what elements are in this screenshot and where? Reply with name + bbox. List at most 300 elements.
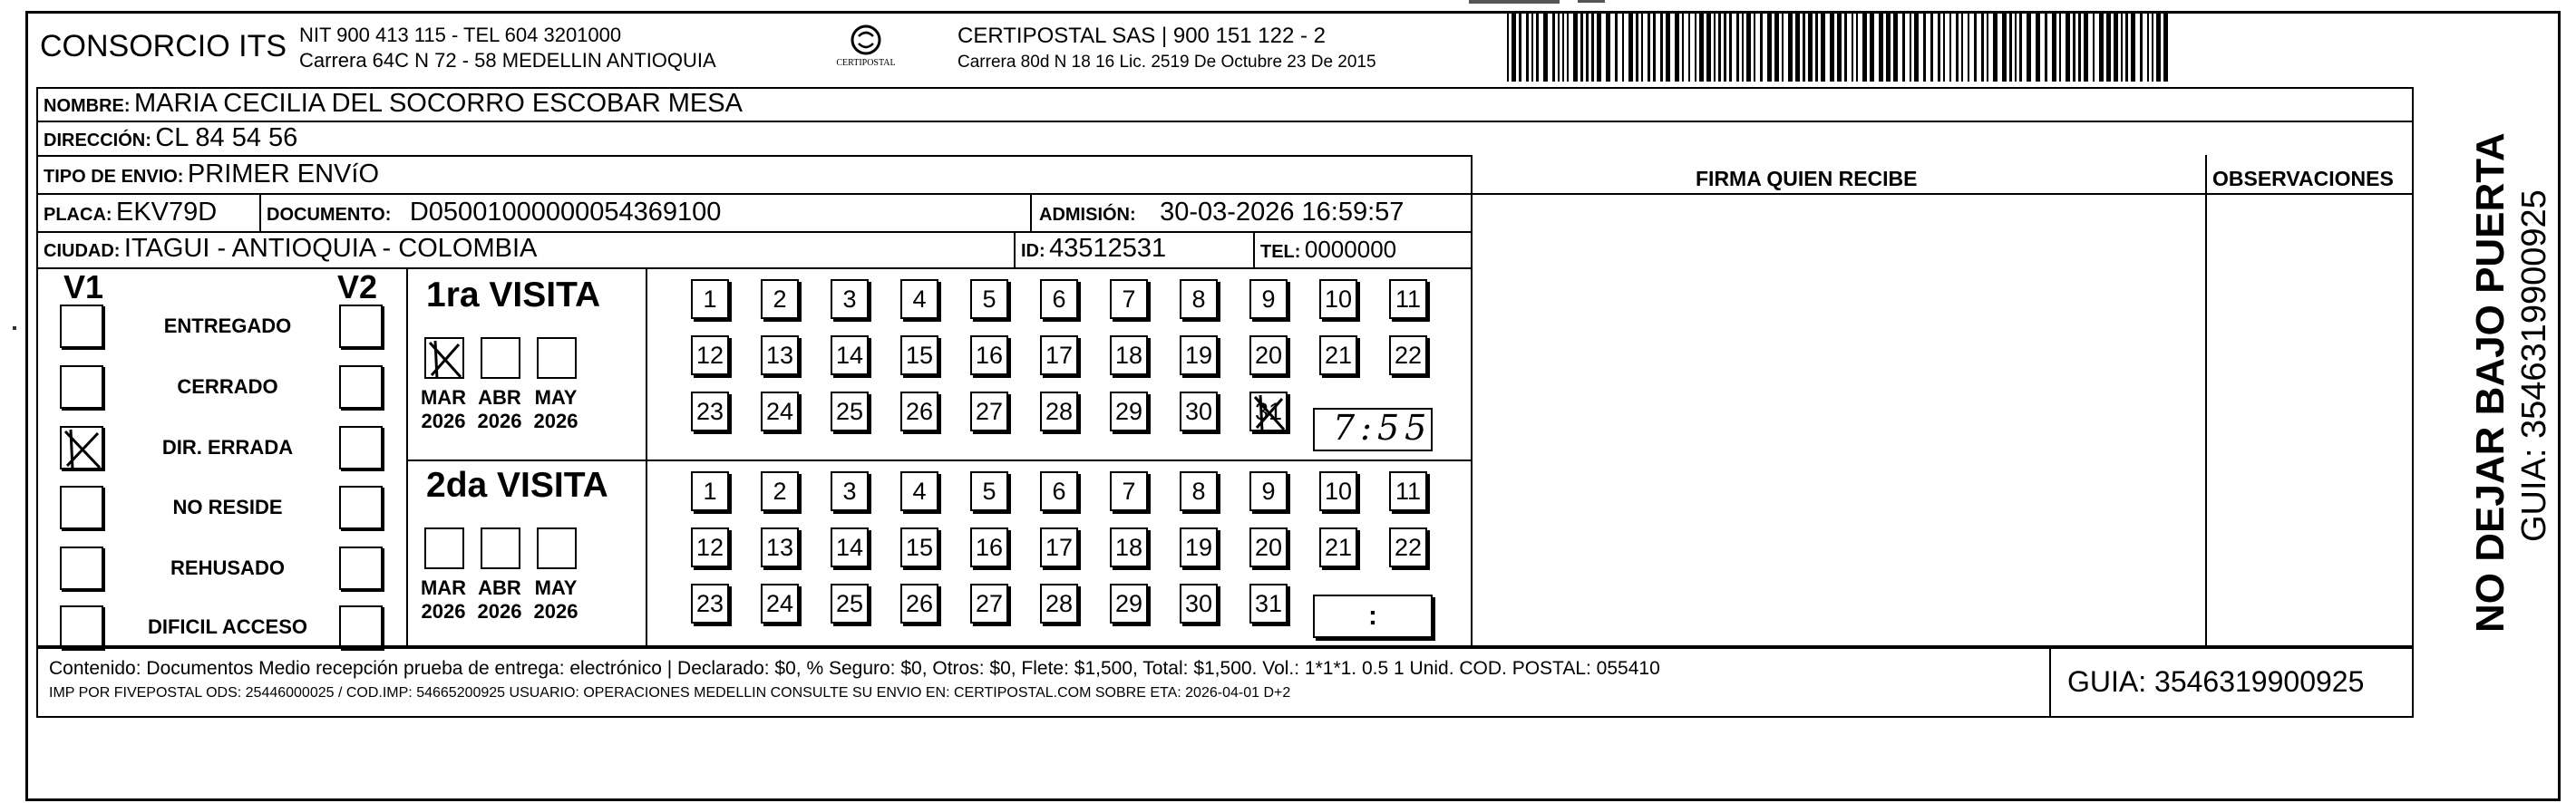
barcode-bar: [1910, 13, 1911, 82]
day-number: 22: [1394, 533, 1423, 561]
documento-label: DOCUMENTO:: [267, 205, 392, 225]
second-visit-day-box[interactable]: [761, 584, 799, 624]
barcode-bar: [1586, 13, 1589, 82]
second-visit-day-box[interactable]: [1180, 527, 1218, 567]
status-label: DIR. ERRADA: [161, 436, 294, 459]
first-visit-day-box[interactable]: [691, 335, 729, 375]
barcode-bar: [2059, 13, 2061, 82]
status-label: DIFICIL ACCESO: [147, 615, 307, 638]
month-year: 2026: [477, 410, 522, 432]
barcode-bar: [1742, 13, 1744, 82]
second-visit-day-box[interactable]: [900, 584, 938, 624]
day-number: 28: [1045, 397, 1074, 425]
second-visit-day-box[interactable]: [1389, 527, 1427, 567]
barcode-bar: [2066, 13, 2070, 82]
first-visit-day-box[interactable]: [900, 335, 938, 375]
barcode-bar: [2045, 13, 2047, 82]
barcode-bar: [1724, 13, 1726, 82]
second-visit-day-box[interactable]: [900, 471, 938, 511]
barcode-bar: [1893, 13, 1898, 82]
id-value: 43512531: [1049, 234, 1167, 263]
month-year: 2026: [533, 600, 578, 623]
footer-imp: IMP POR FIVEPOSTAL ODS: 25446000025 / COD.IMP: 54665200925 USUARIO: OPERACIONES MEDELLIN CONSULTE SU ENVIO EN: CERTIPOSTAL.COM SOBRE ETA: 2026-04-01 D+2: [49, 685, 1291, 701]
day-number: 29: [1114, 589, 1143, 617]
day-number: 5: [982, 477, 996, 505]
day-number: 28: [1045, 589, 1074, 617]
day-number: 30: [1184, 397, 1213, 425]
documento-field: [267, 198, 721, 227]
placa-value: EKV79D: [116, 198, 218, 227]
month-name: ABR: [478, 576, 521, 599]
second-visit-day-box[interactable]: [1389, 471, 1427, 511]
footer-contenido: Contenido: Documentos Medio recepción prueba de entrega: electrónico | Declarado: $0, % Seguro: $0, Otros: $0, Flete: $1,500, Total: $1,500. Vol.: 1*1*1. 0.5 1 Unid. COD. POSTAL: 055410: [49, 658, 1660, 679]
handwritten-x-mark: [62, 428, 105, 471]
barcode-bar: [1567, 13, 1569, 82]
second-visit-day-box[interactable]: [970, 471, 1008, 511]
barcode-bar: [1615, 13, 1618, 82]
first-visit-day-box[interactable]: [1110, 335, 1148, 375]
barcode-bar: [1746, 13, 1751, 82]
second-visit-day-box[interactable]: [1040, 584, 1078, 624]
ciudad-label: CIUDAD:: [44, 241, 121, 261]
barcode-bar: [2131, 13, 2135, 82]
day-number: 2: [773, 285, 787, 313]
first-visit-day-box[interactable]: [970, 279, 1008, 319]
barcode-bar: [2125, 13, 2128, 82]
status-label: REHUSADO: [170, 556, 285, 579]
first-visit-day-box[interactable]: [691, 392, 729, 431]
v2-header: V2: [337, 268, 378, 305]
tel-field: [1260, 236, 1396, 264]
barcode-bar: [1830, 13, 1834, 82]
handwritten-x-mark: [1251, 393, 1289, 433]
day-number: 17: [1045, 533, 1074, 561]
second-visit-day-box[interactable]: [900, 527, 938, 567]
second-visit-day-box[interactable]: [1249, 584, 1288, 624]
second-visit-day-box[interactable]: [970, 584, 1008, 624]
barcode-bar: [1767, 13, 1772, 82]
day-number: 11: [1395, 477, 1422, 505]
side-warning-wrap: [2421, 80, 2513, 633]
day-number: 1: [703, 285, 717, 313]
v1-checkbox[interactable]: [60, 305, 103, 348]
day-number: 27: [975, 589, 1004, 617]
barcode-bar: [1718, 13, 1721, 82]
day-number: 23: [695, 589, 724, 617]
direccion-field: [44, 123, 297, 153]
day-number: 2: [773, 477, 787, 505]
first-visit-day-box[interactable]: [1040, 335, 1078, 375]
day-number: 21: [1324, 341, 1353, 369]
second-visit-day-box[interactable]: [691, 527, 729, 567]
first-visit-day-box[interactable]: [761, 279, 799, 319]
barcode-bar: [2002, 13, 2007, 82]
barcode: [1505, 13, 2176, 82]
second-visit-day-box[interactable]: [1249, 527, 1288, 567]
certipostal-logo: [834, 22, 898, 80]
barcode-bar: [1536, 13, 1539, 82]
second-visit-day-box[interactable]: [691, 584, 729, 624]
barcode-bar: [1526, 13, 1529, 82]
day-number: 12: [695, 533, 724, 561]
first-visit-day-box[interactable]: [1319, 279, 1357, 319]
v2-checkbox[interactable]: [339, 605, 383, 649]
barcode-bar: [2093, 13, 2095, 82]
v1-checkbox[interactable]: [60, 365, 103, 409]
second-visit-day-box[interactable]: [761, 471, 799, 511]
first-visit-day-box[interactable]: [970, 392, 1008, 431]
firma-header: FIRMA QUIEN RECIBE: [1696, 167, 1918, 190]
second-visit-day-box[interactable]: [1319, 471, 1357, 511]
barcode-bar: [1856, 13, 1858, 82]
day-number: 24: [765, 397, 794, 425]
first-visit-time-box[interactable]: [1313, 408, 1433, 451]
day-number: 29: [1114, 397, 1143, 425]
barcode-bar: [1886, 13, 1891, 82]
barcode-bar: [1682, 13, 1684, 82]
tipo-value: PRIMER ENVíO: [187, 160, 380, 189]
first-visit-day-box[interactable]: [1040, 392, 1078, 431]
second-visit-month-checkbox[interactable]: [481, 527, 520, 569]
day-number: 18: [1114, 533, 1143, 561]
day-number: 7: [1122, 477, 1136, 505]
v2-checkbox[interactable]: [339, 305, 383, 348]
month-year: 2026: [421, 600, 466, 623]
first-visit-day-box[interactable]: [1110, 279, 1148, 319]
barcode-bar: [1736, 13, 1739, 82]
barcode-bar: [1688, 13, 1690, 82]
first-visit-month-checkbox[interactable]: [424, 337, 464, 379]
placa-field: [44, 198, 217, 227]
barcode-bar: [2163, 13, 2168, 82]
day-number: 4: [912, 477, 927, 505]
observaciones-header: OBSERVACIONES: [2212, 167, 2394, 190]
second-visit-day-box[interactable]: [1040, 471, 1078, 511]
second-visit-month-checkbox[interactable]: [537, 527, 577, 569]
second-visit-day-box[interactable]: [691, 471, 729, 511]
barcode-bar: [1531, 13, 1533, 82]
first-visit-day-box[interactable]: [1249, 335, 1288, 375]
barcode-bar: [2152, 13, 2153, 82]
barcode-bar: [1543, 13, 1548, 82]
barcode-bar: [2147, 13, 2149, 82]
admision-label: ADMISIÓN:: [1039, 205, 1136, 225]
second-visit-day-box[interactable]: [761, 527, 799, 567]
day-number: 31: [1254, 589, 1283, 617]
barcode-bar: [2156, 13, 2161, 82]
barcode-bar: [2106, 13, 2111, 82]
v2-checkbox[interactable]: [339, 486, 383, 529]
placa-label: PLACA:: [44, 205, 112, 225]
day-number: 3: [842, 285, 857, 313]
second-visit-time-box[interactable]: :: [1313, 595, 1433, 638]
footer-guia: GUIA: 3546319900925: [2067, 665, 2365, 698]
first-visit-day-box[interactable]: [761, 392, 799, 431]
day-number: 8: [1191, 285, 1206, 313]
barcode-bar: [1956, 13, 1959, 82]
id-label: ID:: [1021, 241, 1045, 261]
tipo-envio-field: [44, 160, 379, 189]
ciudad-field: [44, 234, 537, 264]
barcode-bar: [1636, 13, 1638, 82]
first-visit-day-box[interactable]: [691, 279, 729, 319]
day-number: 6: [1052, 285, 1066, 313]
barcode-bar: [1782, 13, 1784, 82]
status-label: NO RESIDE: [172, 496, 283, 518]
day-number: 30: [1184, 589, 1213, 617]
barcode-bar: [1837, 13, 1842, 82]
barcode-bar: [1808, 13, 1813, 82]
barcode-bar: [1675, 13, 1679, 82]
barcode-bar: [1862, 13, 1867, 82]
day-number: 20: [1254, 533, 1283, 561]
day-number: 25: [835, 589, 864, 617]
nombre-label: NOMBRE:: [44, 96, 131, 116]
first-visit-day-box[interactable]: [1249, 279, 1288, 319]
second-visit-day-box[interactable]: [1110, 471, 1148, 511]
direccion-label: DIRECCIÓN:: [44, 131, 151, 150]
nombre-field: [44, 89, 743, 119]
barcode-bar: [1729, 13, 1732, 82]
barcode-bar: [1844, 13, 1847, 82]
day-number: 26: [905, 589, 934, 617]
first-visit-day-box[interactable]: [1110, 392, 1148, 431]
barcode-bar: [1938, 13, 1940, 82]
month-year: 2026: [533, 410, 578, 432]
barcode-bar: [2099, 13, 2104, 82]
barcode-bar: [1795, 13, 1800, 82]
second-visit-day-box[interactable]: [970, 527, 1008, 567]
id-field: [1021, 234, 1166, 264]
barcode-bar: [2019, 13, 2022, 82]
day-number: 11: [1395, 285, 1422, 313]
day-number: 8: [1191, 477, 1206, 505]
day-number: 27: [975, 397, 1004, 425]
barcode-bar: [1580, 13, 1583, 82]
company-name: CONSORCIO ITS: [40, 29, 287, 63]
day-number: 5: [982, 285, 996, 313]
status-label: ENTREGADO: [163, 314, 292, 337]
day-number: 13: [765, 341, 794, 369]
first-visit-day-box[interactable]: [831, 392, 869, 431]
barcode-bar: [1699, 13, 1704, 82]
first-visit-title: 1ra VISITA: [426, 276, 601, 314]
admision-field: [1039, 198, 1404, 227]
barcode-bar: [1641, 13, 1643, 82]
side-warning: NO DEJAR BAJO PUERTA: [2468, 132, 2513, 633]
day-number: 1: [703, 477, 717, 505]
second-visit-day-box[interactable]: [1040, 527, 1078, 567]
day-number: 15: [905, 341, 934, 369]
barcode-bar: [1974, 13, 1977, 82]
barcode-bar: [1870, 13, 1874, 82]
v1-checkbox[interactable]: [60, 547, 103, 590]
day-number: 25: [835, 397, 864, 425]
barcode-bar: [1815, 13, 1818, 82]
barcode-bar: [1507, 13, 1509, 82]
barcode-bar: [1552, 13, 1555, 82]
barcode-bar: [2052, 13, 2056, 82]
barcode-bar: [2009, 13, 2012, 82]
barcode-bar: [1622, 13, 1624, 82]
barcode-bar: [2078, 13, 2081, 82]
barcode-bar: [1788, 13, 1793, 82]
month-year: 2026: [421, 410, 466, 432]
barcode-bar: [1666, 13, 1670, 82]
first-visit-day-box[interactable]: [900, 279, 938, 319]
day-number: 31: [1254, 397, 1283, 425]
day-number: 15: [905, 533, 934, 561]
day-number: 18: [1114, 341, 1143, 369]
first-visit-day-box[interactable]: [1389, 335, 1427, 375]
barcode-bar: [2036, 13, 2040, 82]
logo-text: CERTIPOSTAL: [836, 58, 896, 68]
barcode-bar: [1803, 13, 1805, 82]
second-visit-day-box[interactable]: [1180, 471, 1218, 511]
first-visit-day-box[interactable]: [831, 335, 869, 375]
second-visit-day-box[interactable]: [831, 527, 869, 567]
barcode-bar: [1653, 13, 1656, 82]
barcode-bar: [1648, 13, 1650, 82]
side-guia-wrap: [2475, 80, 2553, 633]
barcode-bar: [1981, 13, 1984, 82]
side-guia: GUIA: 3546319900925: [2515, 189, 2553, 542]
barcode-bar: [1591, 13, 1594, 82]
first-visit-time: 7:55: [1333, 408, 1433, 448]
barcode-bar: [1923, 13, 1926, 82]
barcode-bar: [1606, 13, 1610, 82]
first-visit-day-box[interactable]: [1249, 392, 1288, 431]
barcode-bar: [1943, 13, 1945, 82]
second-visit-day-box[interactable]: [831, 584, 869, 624]
barcode-bar: [1660, 13, 1663, 82]
barcode-bar: [1821, 13, 1825, 82]
second-visit-day-box[interactable]: [831, 471, 869, 511]
barcode-bar: [1573, 13, 1578, 82]
barcode-bar: [1562, 13, 1564, 82]
month-name: MAY: [534, 576, 578, 599]
month-year: 2026: [477, 600, 522, 623]
form-grid: [36, 87, 2414, 647]
tel-value: 0000000: [1304, 236, 1397, 263]
first-visit-day-box[interactable]: [1389, 279, 1427, 319]
day-number: 20: [1254, 341, 1283, 369]
day-number: 9: [1261, 477, 1276, 505]
barcode-bar: [1695, 13, 1696, 82]
barcode-bar: [1706, 13, 1711, 82]
second-visit-day-box[interactable]: [1110, 584, 1148, 624]
barcode-bar: [1714, 13, 1716, 82]
v1-checkbox[interactable]: [60, 486, 103, 529]
first-visit-day-box[interactable]: [1180, 335, 1218, 375]
barcode-bar: [1852, 13, 1853, 82]
first-visit-day-box[interactable]: [900, 392, 938, 431]
documento-value: D05001000000054369100: [409, 198, 722, 227]
barcode-bar: [1968, 13, 1969, 82]
first-visit-day-box[interactable]: [1319, 335, 1357, 375]
month-name: MAY: [534, 386, 578, 409]
v2-checkbox[interactable]: [339, 547, 383, 590]
v1-checkbox[interactable]: [60, 605, 103, 649]
day-number: 21: [1324, 533, 1353, 561]
v2-checkbox[interactable]: [339, 426, 383, 469]
barcode-bar: [2121, 13, 2123, 82]
barcode-bar: [1774, 13, 1779, 82]
barcode-bar: [2114, 13, 2118, 82]
handwritten-x-mark: [426, 339, 466, 381]
month-name: ABR: [478, 386, 521, 409]
first-visit-day-box[interactable]: [1180, 279, 1218, 319]
month-name: MAR: [420, 386, 467, 409]
nombre-value: MARIA CECILIA DEL SOCORRO ESCOBAR MESA: [134, 89, 743, 118]
day-number: 26: [905, 397, 934, 425]
first-visit-day-box[interactable]: [761, 335, 799, 375]
first-visit-month-checkbox[interactable]: [481, 337, 520, 379]
day-number: 7: [1122, 285, 1136, 313]
barcode-bar: [1558, 13, 1560, 82]
barcode-bar: [2084, 13, 2088, 82]
barcode-bar: [2027, 13, 2031, 82]
v2-checkbox[interactable]: [339, 365, 383, 409]
status-label: CERRADO: [177, 375, 278, 398]
barcode-bar: [2015, 13, 2017, 82]
first-visit-day-box[interactable]: [1040, 279, 1078, 319]
tel-label: TEL:: [1260, 242, 1301, 262]
first-visit-month-checkbox[interactable]: [537, 337, 577, 379]
day-number: 3: [842, 477, 857, 505]
first-visit-day-box[interactable]: [970, 335, 1008, 375]
day-number: 16: [975, 341, 1004, 369]
day-number: 17: [1045, 341, 1074, 369]
barcode-bar: [1949, 13, 1951, 82]
day-number: 19: [1184, 533, 1213, 561]
barcode-bar: [2073, 13, 2075, 82]
barcode-bar: [1987, 13, 1988, 82]
second-visit-day-box[interactable]: [1319, 527, 1357, 567]
barcode-bar: [1993, 13, 1998, 82]
second-visit-title: 2da VISITA: [426, 466, 608, 505]
second-visit-day-box[interactable]: [1110, 527, 1148, 567]
day-number: 9: [1261, 285, 1276, 313]
second-visit-day-box[interactable]: [1180, 584, 1218, 624]
day-number: 14: [835, 341, 864, 369]
day-number: 16: [975, 533, 1004, 561]
tipo-label: TIPO DE ENVIO:: [44, 167, 184, 187]
day-number: 23: [695, 397, 724, 425]
day-number: 22: [1394, 341, 1423, 369]
barcode-bar: [1961, 13, 1963, 82]
first-visit-day-box[interactable]: [1180, 392, 1218, 431]
carrier-name: CERTIPOSTAL SAS | 900 151 122 - 2: [957, 24, 1326, 48]
day-number: 10: [1324, 285, 1353, 313]
barcode-bar: [2140, 13, 2143, 82]
day-number: 19: [1184, 341, 1213, 369]
admision-value: 30-03-2026 16:59:57: [1160, 198, 1405, 227]
day-number: 13: [765, 533, 794, 561]
barcode-bar: [1914, 13, 1919, 82]
company-address: Carrera 64C N 72 - 58 MEDELLIN ANTIOQUIA: [299, 49, 716, 72]
barcode-bar: [1930, 13, 1933, 82]
day-number: 4: [912, 285, 927, 313]
first-visit-day-box[interactable]: [831, 279, 869, 319]
second-visit-day-box[interactable]: [1249, 471, 1288, 511]
barcode-bar: [1512, 13, 1516, 82]
v1-checkbox[interactable]: [60, 426, 103, 469]
barcode-bar: [1519, 13, 1521, 82]
barcode-bar: [1597, 13, 1601, 82]
second-visit-month-checkbox[interactable]: [424, 527, 464, 569]
day-number: 10: [1324, 477, 1353, 505]
